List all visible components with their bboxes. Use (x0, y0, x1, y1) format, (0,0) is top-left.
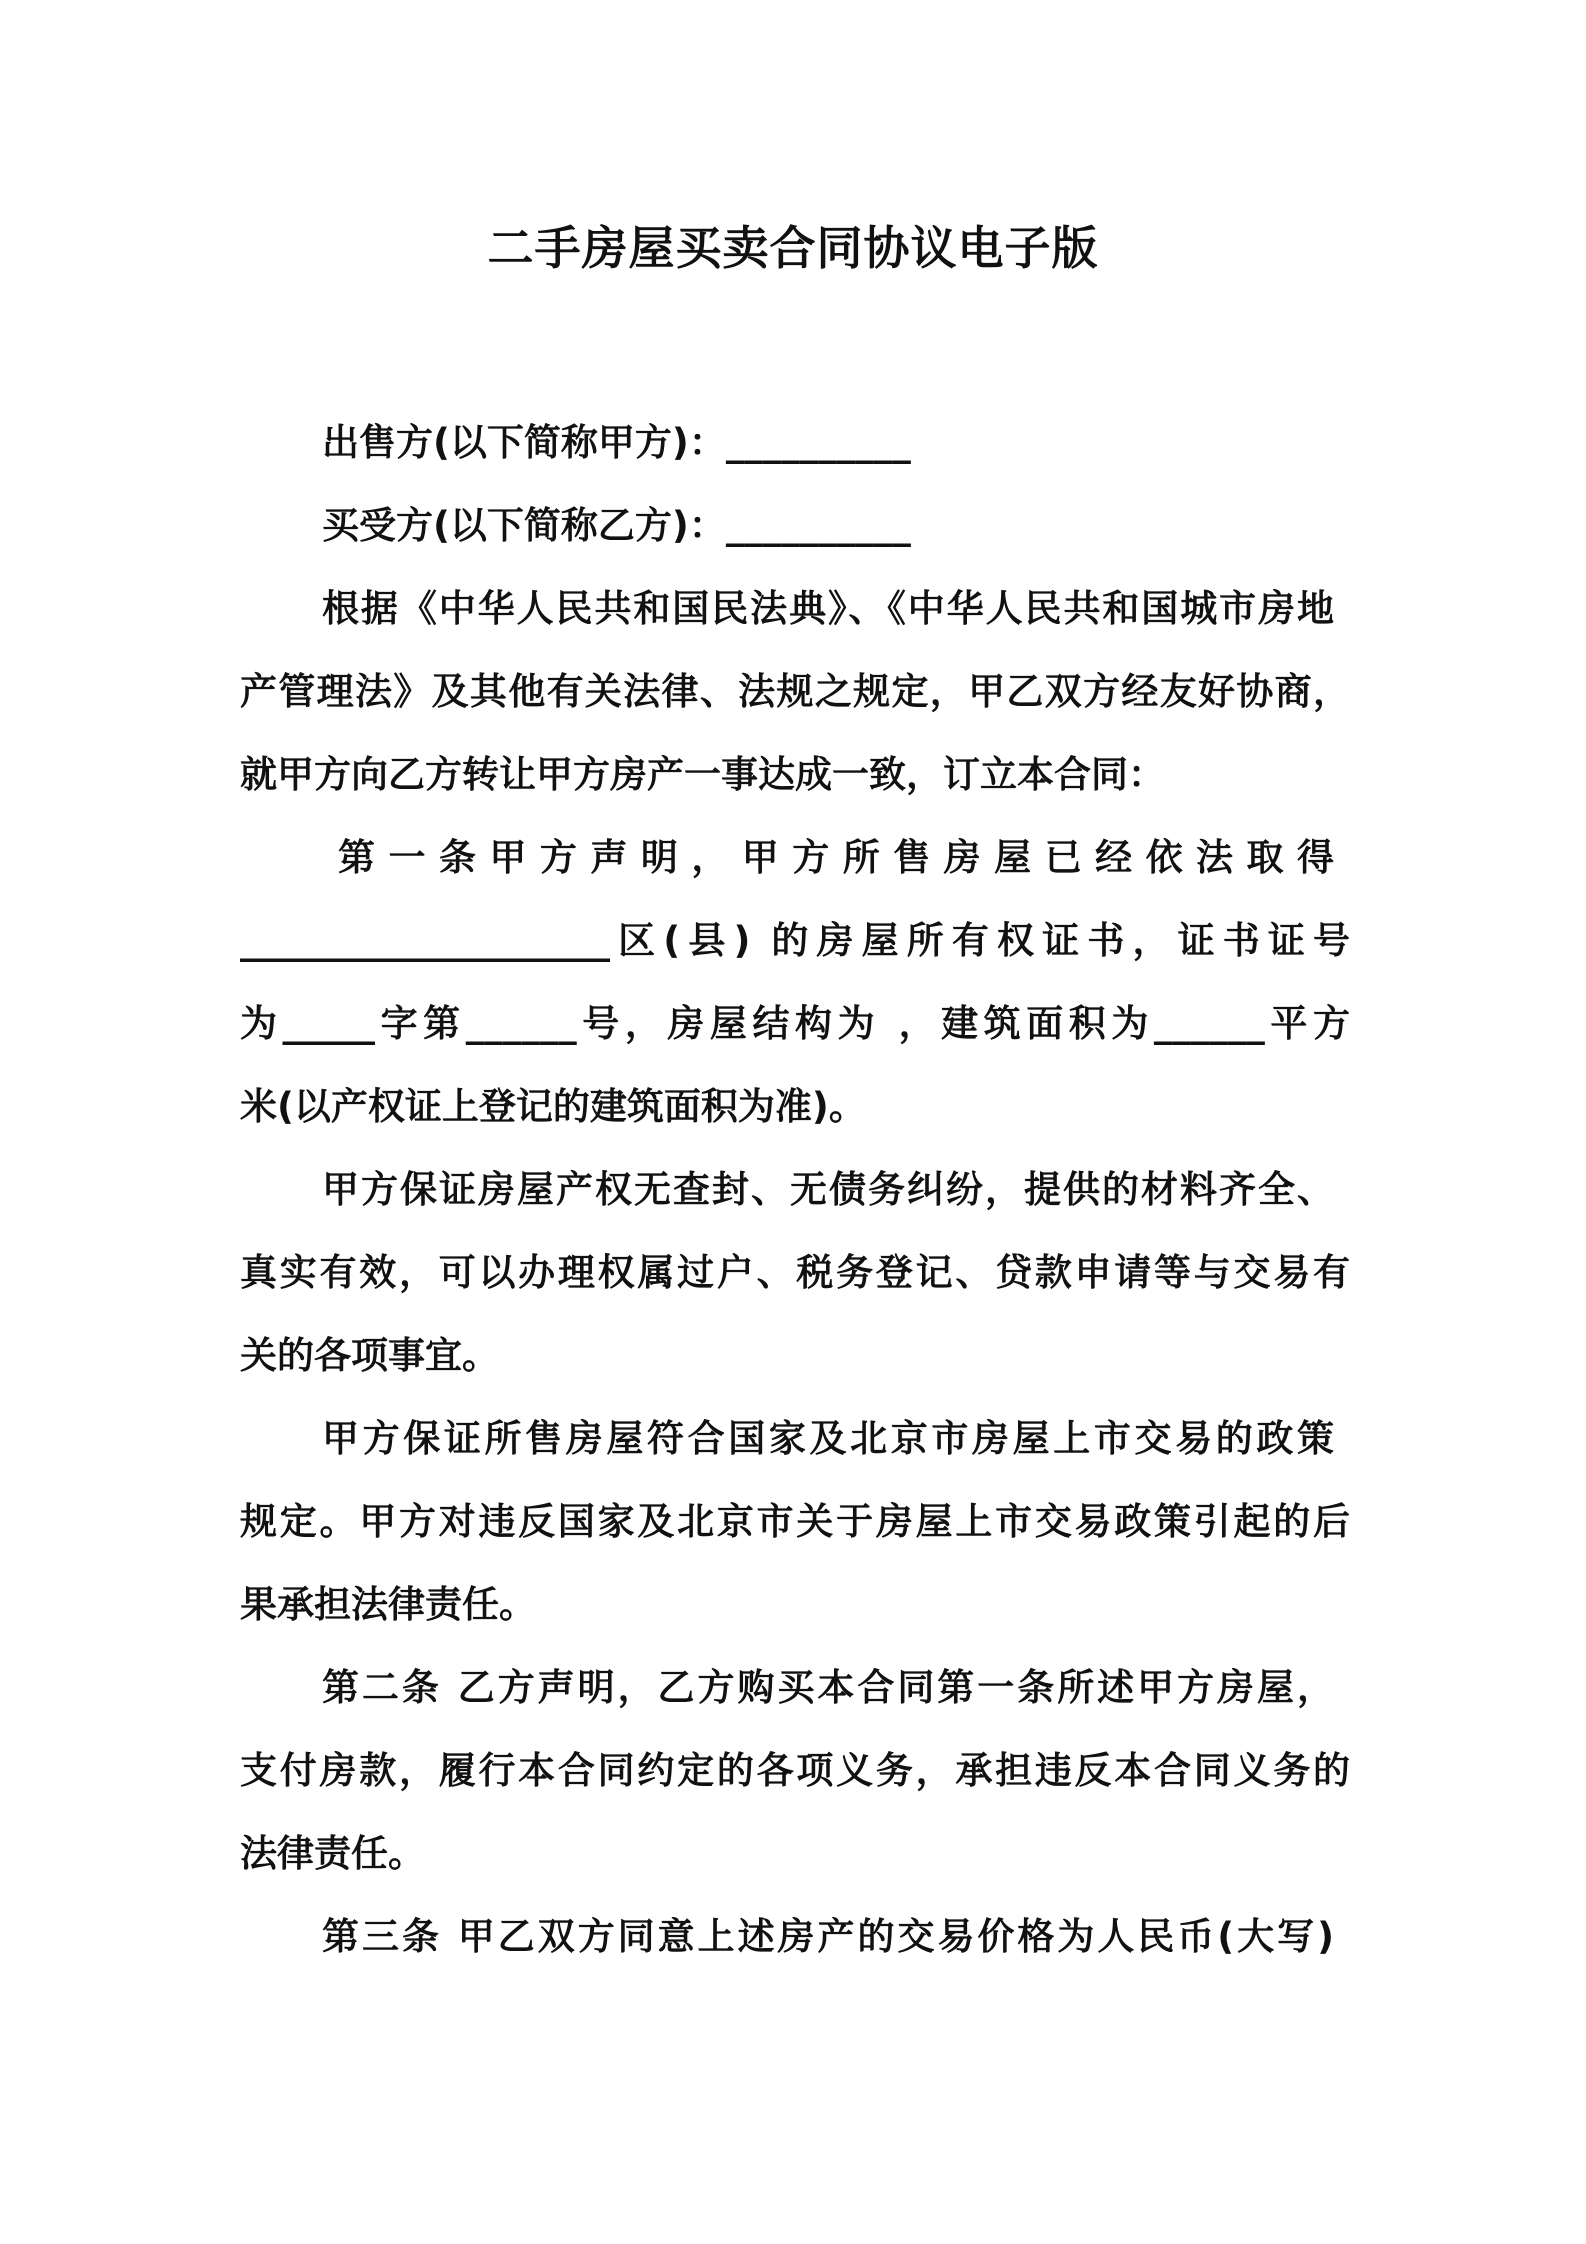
buyer-line: 买受方(以下简称乙方)：__________ (322, 504, 911, 547)
paragraph-line: 规定。甲方对违反国家及北京市关于房屋上市交易政策引起的后 (240, 1500, 1350, 1543)
paragraph-line: 根据《中华人民共和国民法典》、《中华人民共和国城市房地 (322, 587, 1334, 630)
seller-line: 出售方(以下简称甲方)：__________ (322, 421, 911, 464)
paragraph-line: ____________________区(县) 的房屋所有权证书，证书证号 (240, 919, 1350, 962)
paragraph-line: 甲方保证所售房屋符合国家及北京市房屋上市交易的政策 (322, 1417, 1334, 1460)
paragraph-line: 果承担法律责任。 (240, 1583, 536, 1626)
paragraph-line: 产管理法》及其他有关法律、法规之规定，甲乙双方经友好协商， (240, 670, 1350, 713)
paragraph-line: 法律责任。 (240, 1832, 425, 1875)
paragraph-line: 支付房款，履行本合同约定的各项义务，承担违反本合同义务的 (240, 1749, 1350, 1792)
article-3-line: 第三条 甲乙双方同意上述房产的交易价格为人民币(大写) (322, 1915, 1334, 1958)
paragraph-line: 甲方保证房屋产权无查封、无债务纠纷，提供的材料齐全、 (322, 1168, 1334, 1211)
paragraph-line: 就甲方向乙方转让甲方房产一事达成一致，订立本合同： (240, 753, 1165, 796)
document-title: 二手房屋买卖合同协议电子版 (487, 221, 1099, 275)
paragraph-line: 关的各项事宜。 (240, 1334, 499, 1377)
article-2-line: 第二条 乙方声明，乙方购买本合同第一条所述甲方房屋， (322, 1666, 1334, 1709)
paragraph-line: 为_____字第______号，房屋结构为 ，建筑面积为______平方 (240, 1002, 1350, 1045)
paragraph-line: 米(以产权证上登记的建筑面积为准)。 (240, 1085, 866, 1128)
article-1-heading-line: 第 一 条 甲 方 声 明 ， 甲 方 所 售 房 屋 已 经 依 法 取 得 (338, 836, 1334, 879)
paragraph-line: 真实有效，可以办理权属过户、税务登记、贷款申请等与交易有 (240, 1251, 1350, 1294)
